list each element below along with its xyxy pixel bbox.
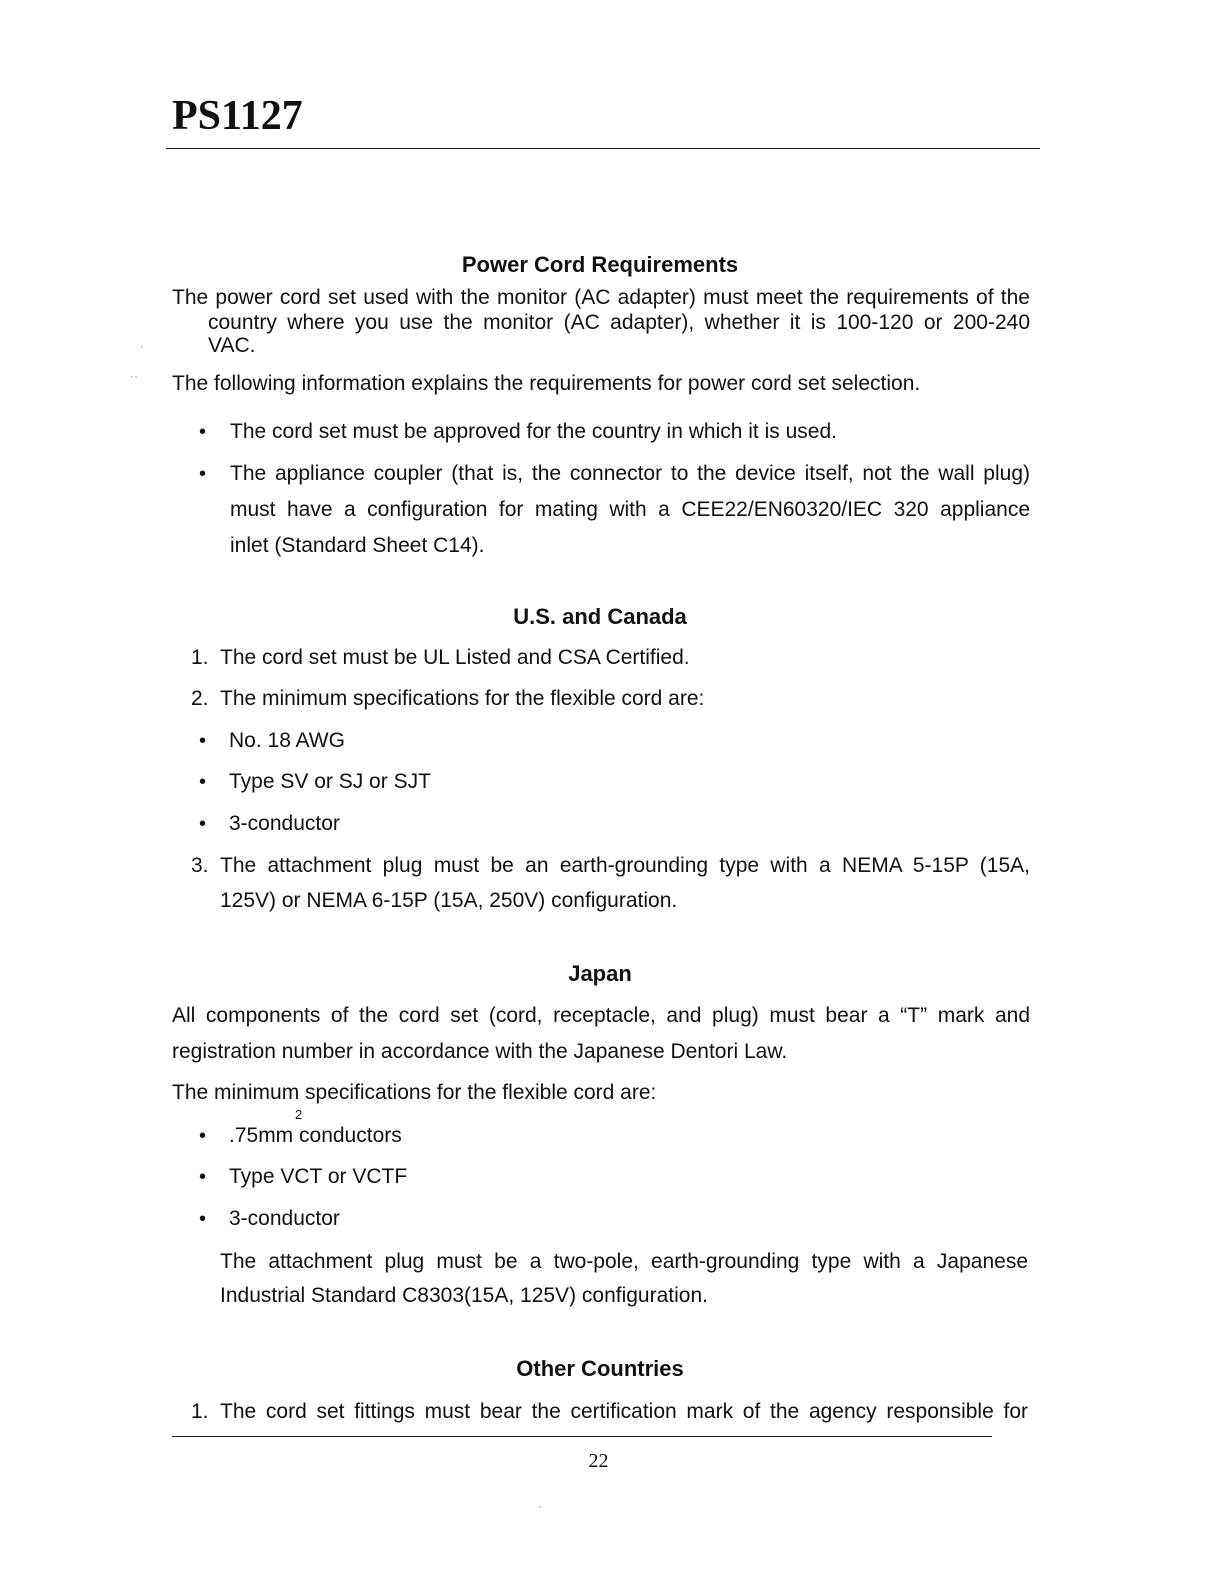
bullet-marker: • <box>199 813 207 835</box>
list-number: 2. <box>191 687 209 710</box>
japan-spec-3: 3-conductor <box>229 1207 340 1230</box>
japan-spec-2: Type VCT or VCTF <box>229 1165 408 1188</box>
us-item-3-line-1: The attachment plug must be an earth-grounding type with a NEMA 5-15P (15A, <box>220 854 1030 877</box>
japan-spec-1-rest: conductors <box>293 1124 402 1147</box>
scan-speck: · <box>140 339 144 353</box>
page-number: 22 <box>588 1450 609 1472</box>
bullet-2-line-3: inlet (Standard Sheet C14). <box>230 534 485 557</box>
list-number: 1. <box>191 1400 209 1423</box>
us-item-3-line-2: 125V) or NEMA 6-15P (15A, 250V) configuration. <box>220 889 678 912</box>
us-spec-2: Type SV or SJ or SJT <box>229 770 431 793</box>
bullet-marker: • <box>199 730 207 752</box>
japan-heading: Japan <box>568 961 632 986</box>
japan-plug-line-2: Industrial Standard C8303(15A, 125V) configuration. <box>220 1284 708 1307</box>
japan-para-line-1: All components of the cord set (cord, receptacle, and plug) must bear a “T” mark and <box>172 1004 1030 1027</box>
scan-speck: ·· <box>130 369 138 383</box>
intro-line-2: country where you use the monitor (AC adapter), whether it is 100-120 or 200-240 <box>208 311 1030 334</box>
superscript-two: 2 <box>295 1107 303 1122</box>
us-item-1: The cord set must be UL Listed and CSA Certified. <box>220 646 690 669</box>
footer-rule <box>172 1436 992 1437</box>
bullet-marker: • <box>199 1166 207 1188</box>
japan-plug-line-1: The attachment plug must be a two-pole, earth-grounding type with a Japanese <box>220 1250 1028 1273</box>
bullet-2-line-2: must have a configuration for mating with a CEE22/EN60320/IEC 320 appliance <box>230 498 1030 521</box>
us-item-2: The minimum specifications for the flexible cord are: <box>220 687 705 710</box>
bullet-marker: • <box>199 1125 207 1147</box>
other-item-1: The cord set fittings must bear the certification mark of the agency responsible for <box>220 1400 1028 1423</box>
japan-spec-1-main: .75mm <box>229 1124 294 1147</box>
explain-text: The following information explains the requirements for power cord set selection. <box>172 372 921 395</box>
us-canada-heading: U.S. and Canada <box>513 604 687 629</box>
bullet-2-line-1: The appliance coupler (that is, the connector to the device itself, not the wall plug) <box>230 462 1030 485</box>
other-countries-heading: Other Countries <box>516 1356 684 1381</box>
intro-line-3: VAC. <box>208 334 256 357</box>
us-spec-1: No. 18 AWG <box>229 729 345 752</box>
japan-spec-1 <box>229 1124 402 1148</box>
bullet-marker: • <box>199 421 207 443</box>
japan-min-specs: The minimum specifications for the flexible cord are: <box>172 1081 657 1104</box>
model-title: PS1127 <box>172 93 303 139</box>
bullet-marker: • <box>199 1208 207 1230</box>
bullet-1-text: The cord set must be approved for the country in which it is used. <box>230 420 837 443</box>
us-spec-3: 3-conductor <box>229 812 340 835</box>
power-cord-heading: Power Cord Requirements <box>461 252 739 277</box>
bullet-marker: • <box>199 771 207 793</box>
scan-speck: · <box>538 1499 542 1513</box>
bullet-marker: • <box>199 463 207 485</box>
japan-para-line-2: registration number in accordance with the Japanese Dentori Law. <box>172 1040 788 1063</box>
list-number: 3. <box>191 854 209 877</box>
intro-line-1: The power cord set used with the monitor (AC adapter) must meet the requirements of the <box>172 286 1030 309</box>
list-number: 1. <box>191 646 209 669</box>
header-rule <box>166 148 1040 149</box>
